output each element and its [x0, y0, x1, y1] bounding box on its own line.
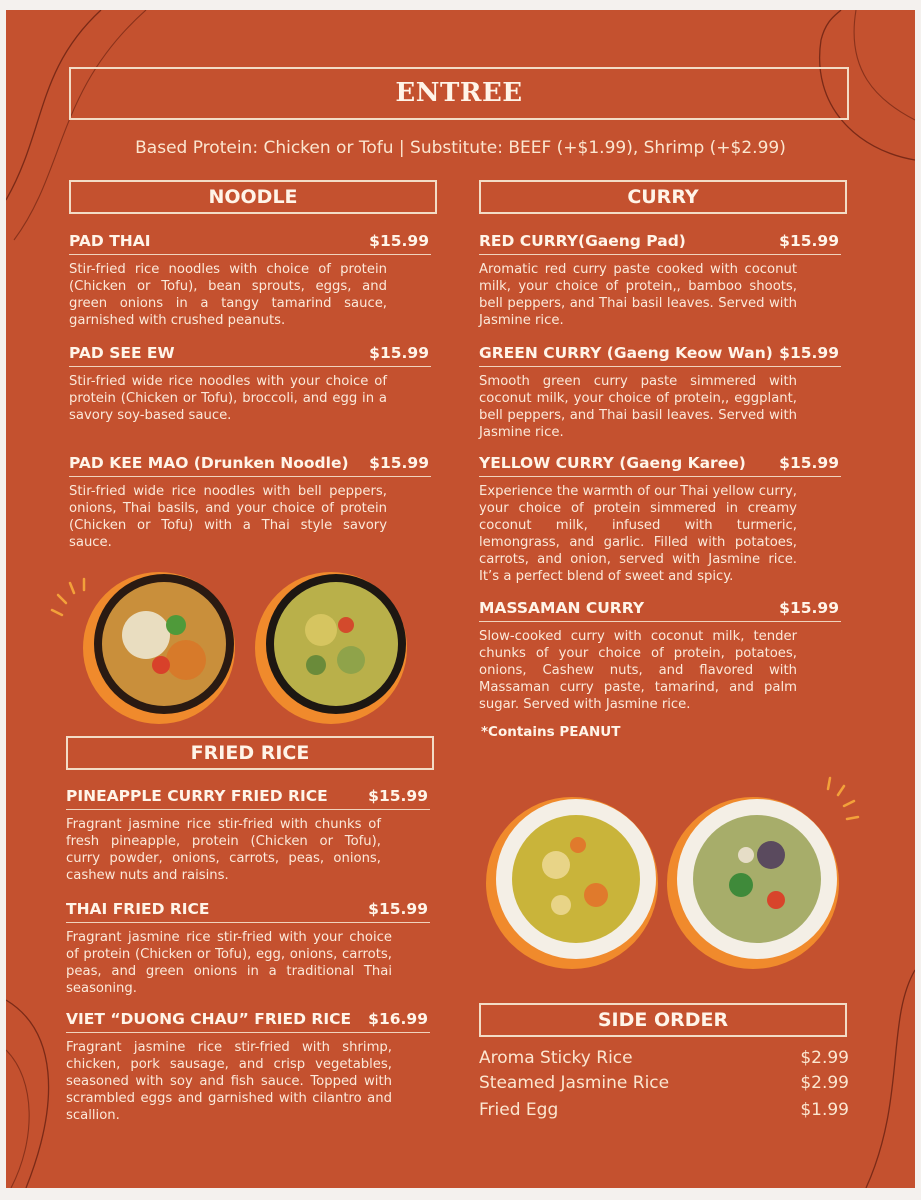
section-title-fried-rice: FRIED RICE: [66, 736, 434, 770]
item-description: Experience the warmth of our Thai yellow curry, your choice of protein simmered in creamy coconut milk, infused with turmeric, lemongrass, and garlic. Filled with potatoes, carrots, and onion, served with Jasmine rice. It’s a perfect blend of sweet and spicy.: [479, 484, 797, 584]
item-price: $15.99: [368, 787, 428, 805]
item-price: $15.99: [369, 454, 429, 472]
item-price: $15.99: [779, 599, 839, 617]
item-name: PAD KEE MAO (Drunken Noodle): [69, 454, 349, 472]
menu-item: [66, 1010, 430, 1124]
item-description: Fragrant jasmine rice stir-fried with chunks of fresh pineapple, protein (Chicken or Tofu), curry powder, onions, carrots, peas, onions, cashew nuts and raisins.: [66, 817, 381, 883]
item-price: $15.99: [368, 900, 428, 918]
item-price: $15.99: [779, 454, 839, 472]
item-description: Fragrant jasmine rice stir-fried with shrimp, chicken, pork sausage, and crisp vegetables, seasoned with soy and fish sauce. Topped with scrambled eggs and garnished with cilantro and scallion.: [66, 1040, 392, 1123]
item-name: VIET “DUONG CHAU” FRIED RICE: [66, 1010, 352, 1028]
menu-item: [69, 232, 431, 329]
section-title-side-order: SIDE ORDER: [479, 1003, 847, 1037]
item-price: $15.99: [779, 232, 839, 250]
item-description: Smooth green curry paste simmered with coconut milk, your choice of protein,, eggplant, bell peppers, and Thai basil leaves. Served with Jasmine rice.: [479, 374, 797, 440]
item-name: GREEN CURRY (Gaeng Keow Wan): [479, 344, 773, 362]
menu-item: [69, 344, 431, 424]
item-name: PAD THAI: [69, 232, 151, 250]
item-name: RED CURRY(Gaeng Pad): [479, 232, 686, 250]
item-description: Stir-fried rice noodles with choice of protein (Chicken or Tofu), bean sprouts, eggs, and green onions in a tangy tamarind sauce, garnished with crushed peanuts.: [69, 262, 387, 328]
section-title-noodle: NOODLE: [69, 180, 437, 214]
item-description: Stir-fried wide rice noodles with bell peppers, onions, Thai basils, and your choice of protein (Chicken or Tofu) with a Thai style savory sauce.: [69, 484, 387, 550]
curry-dish-photos: [486, 775, 871, 975]
item-description: Stir-fried wide rice noodles with your choice of protein (Chicken or Tofu), broccoli, and egg in a savory soy-based sauce.: [69, 374, 387, 423]
menu-item: [479, 599, 841, 713]
side-item-name: Fried Egg: [479, 1100, 559, 1120]
sparkle-lines-icon: [828, 778, 858, 819]
side-item-price: $2.99: [800, 1048, 849, 1068]
menu-item: [69, 454, 431, 551]
item-name: YELLOW CURRY (Gaeng Karee): [479, 454, 746, 472]
item-name: PAD SEE EW: [69, 344, 175, 362]
menu-item: [479, 344, 841, 441]
side-item-name: Steamed Jasmine Rice: [479, 1073, 670, 1093]
protein-subtitle: Based Protein: Chicken or Tofu | Substitute: BEEF (+$1.99), Shrimp (+$2.99): [135, 138, 786, 158]
item-price: $15.99: [369, 344, 429, 362]
noodle-dish-photos: [46, 565, 416, 725]
side-item-price: $2.99: [800, 1073, 849, 1093]
side-item-name: Aroma Sticky Rice: [479, 1048, 633, 1068]
side-order-row: [479, 1048, 849, 1072]
item-name: THAI FRIED RICE: [66, 900, 210, 918]
menu-item: [479, 454, 841, 585]
menu-item: [66, 787, 430, 884]
menu-page: [6, 10, 915, 1188]
menu-item: [479, 232, 841, 329]
peanut-note: *Contains PEANUT: [481, 724, 621, 740]
item-price: $15.99: [369, 232, 429, 250]
item-price: $16.99: [368, 1010, 428, 1028]
item-price: $15.99: [779, 344, 839, 362]
item-description: Fragrant jasmine rice stir-fried with your choice of protein (Chicken or Tofu), egg, onions, carrots, peas, and green onions in a traditional Thai seasoning.: [66, 930, 392, 996]
page-title: ENTREE: [69, 67, 849, 120]
item-description: Aromatic red curry paste cooked with coconut milk, your choice of protein,, bamboo shoots, bell peppers, and Thai basil leaves. Served with Jasmine rice.: [479, 262, 797, 328]
item-description: Slow-cooked curry with coconut milk, tender chunks of your choice of protein, potatoes, onions, Cashew nuts, and flavored with Massaman curry paste, tamarind, and palm sugar. Served with Jasmine rice.: [479, 629, 797, 712]
item-name: PINEAPPLE CURRY FRIED RICE: [66, 787, 328, 805]
sparkle-lines-icon: [52, 579, 84, 615]
section-title-curry: CURRY: [479, 180, 847, 214]
side-item-price: $1.99: [800, 1100, 849, 1120]
side-order-row: [479, 1073, 849, 1097]
side-order-row: [479, 1100, 849, 1124]
menu-item: [66, 900, 430, 997]
item-name: MASSAMAN CURRY: [479, 599, 645, 617]
